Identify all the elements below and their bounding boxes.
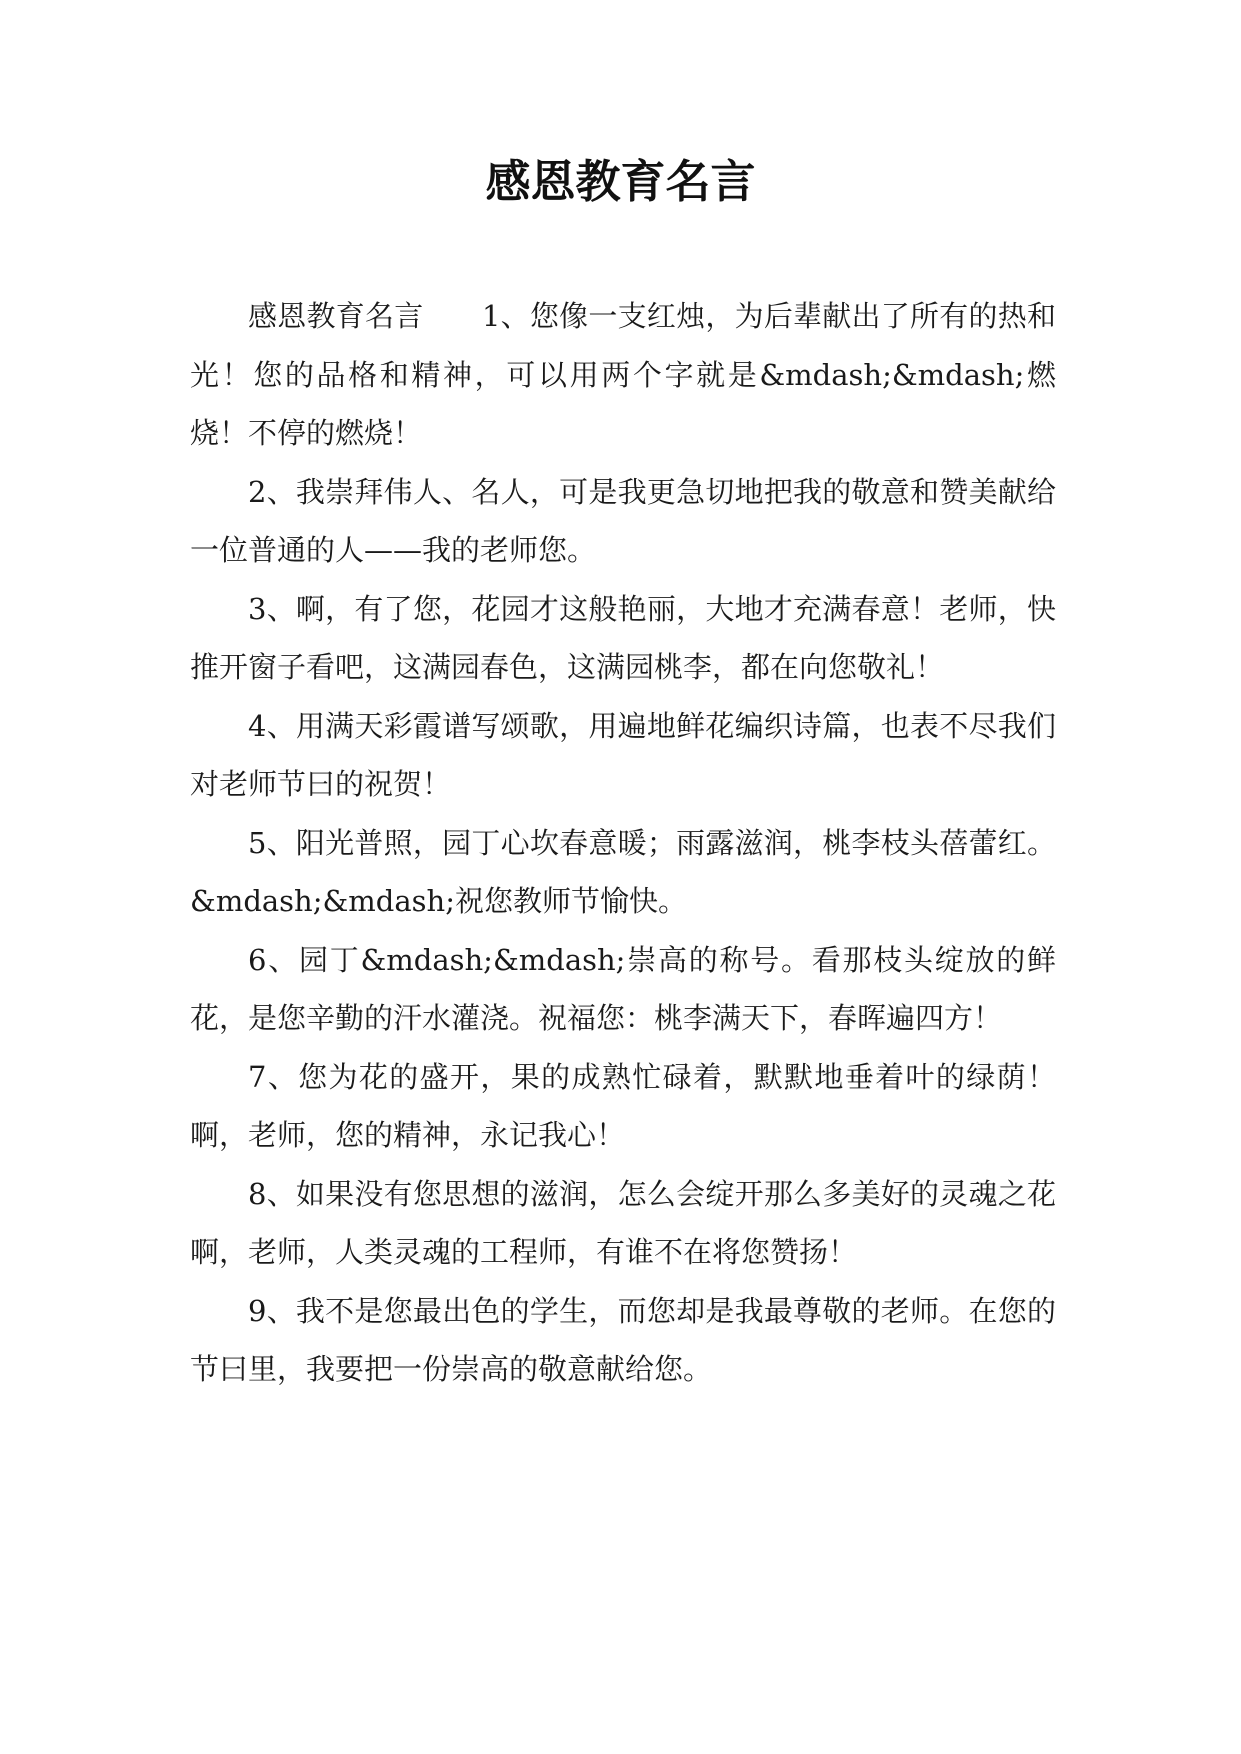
paragraph-8: 8、如果没有您思想的滋润，怎么会绽开那么多美好的灵魂之花 啊，老师，人类灵魂的工程师，有谁不在将您赞扬！ [190, 1176, 1056, 1269]
paragraph-9: 9、我不是您最出色的学生，而您却是我最尊敬的老师。在您的节曰里，我要把一份崇高的敬意献给您。 [190, 1293, 1056, 1386]
paragraph-2: 2、我崇拜伟人、名人，可是我更急切地把我的敬意和赞美献给一位普通的人——我的老师您。 [190, 474, 1056, 567]
document-title: 感恩教育名言 [485, 155, 756, 208]
document-body [190, 287, 1056, 1399]
paragraph-1: 感恩教育名言 1、您像一支红烛，为后辈献出了所有的热和光！您的品格和精神，可以用两个字就是&mdash;&mdash;燃烧！不停的燃烧！ [190, 299, 1056, 450]
paragraph-6: 6、园丁&mdash;&mdash;崇高的称号。看那枝头绽放的鲜花，是您辛勤的汗水灌浇。祝福您：桃李满天下，春晖遍四方！ [190, 942, 1056, 1035]
paragraph-5: 5、阳光普照，园丁心坎春意暖；雨露滋润，桃李枝头蓓蕾红。&mdash;&mdash;祝您教师节愉快。 [190, 825, 1056, 918]
paragraph-4: 4、用满天彩霞谱写颂歌，用遍地鲜花编织诗篇，也表不尽我们对老师节曰的祝贺！ [190, 708, 1056, 801]
paragraph-7: 7、您为花的盛开，果的成熟忙碌着，默默地垂着叶的绿荫！啊，老师，您的精神，永记我心！ [190, 1059, 1056, 1152]
paragraph-3: 3、啊，有了您，花园才这般艳丽，大地才充满春意！老师，快推开窗子看吧，这满园春色，这满园桃李，都在向您敬礼！ [190, 591, 1056, 684]
